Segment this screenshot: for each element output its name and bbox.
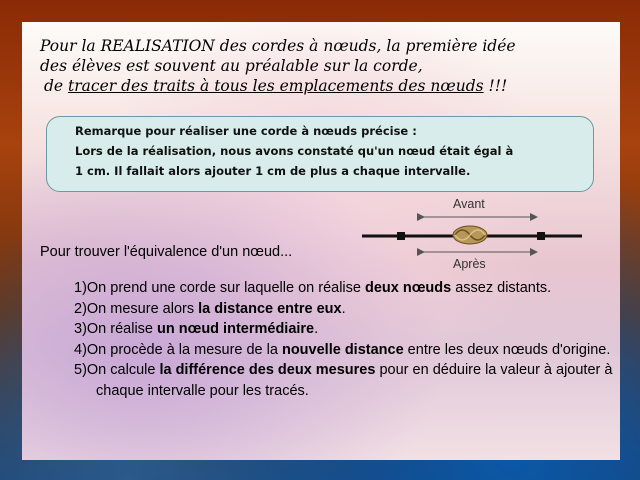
- rope-diagram: [352, 194, 592, 284]
- intro-line-3-suffix: !!!: [483, 77, 508, 95]
- step-item: 3)On réalise un nœud intermédiaire.: [74, 321, 319, 337]
- before-label: Avant: [453, 197, 485, 211]
- slide: [22, 22, 620, 460]
- left-knot: [397, 232, 405, 240]
- intro-line-2: des élèves est souvent au préalable sur la corde,: [40, 57, 423, 75]
- intro-line-1: Pour la REALISATION des cordes à nœuds, la première idée: [40, 37, 516, 55]
- step-item: 1)On prend une corde sur laquelle on réalise deux nœuds assez distants.: [74, 280, 552, 296]
- step-item: 4)On procède à la mesure de la nouvelle distance entre les deux nœuds d'origine.: [74, 341, 611, 358]
- remark-line-3: 1 cm. Il fallait alors ajouter 1 cm de plus a chaque intervalle.: [75, 164, 471, 178]
- remark-line-1: Remarque pour réaliser une corde à nœuds précise :: [75, 124, 417, 138]
- after-label: Après: [453, 257, 486, 271]
- step-item: 2)On mesure alors la distance entre eux.: [74, 300, 346, 317]
- intro-line-3: [40, 76, 610, 96]
- step-item: 5)On calcule la différence des deux mesures pour en déduire la valeur à ajouter à chaque intervalle pour les tracés.: [74, 362, 613, 399]
- intro-text: [40, 36, 610, 96]
- right-knot: [537, 232, 545, 240]
- equivalence-heading: Pour trouver l'équivalence d'un nœud...: [40, 244, 293, 260]
- middle-knot-icon: [453, 226, 487, 244]
- steps-list: [74, 278, 614, 401]
- intro-line-3-underlined: tracer des traits à tous les emplacements des nœuds: [68, 77, 484, 95]
- intro-line-3-prefix: de: [44, 77, 69, 95]
- remark-box: [46, 116, 594, 192]
- remark-line-2: Lors de la réalisation, nous avons constaté qu'un nœud était égal à: [75, 144, 514, 158]
